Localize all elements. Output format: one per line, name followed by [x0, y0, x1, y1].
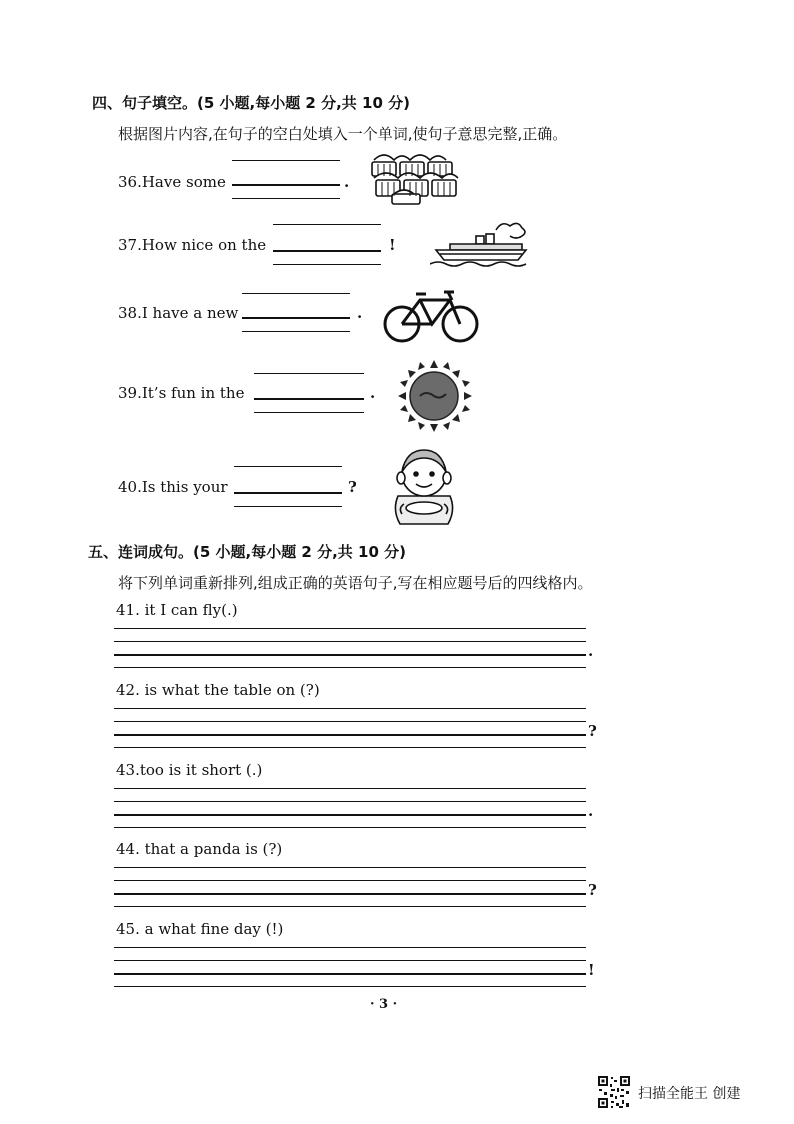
four-line-45-1 [114, 947, 586, 948]
four-line-42-1 [114, 708, 586, 709]
end-punct-41: . [588, 642, 594, 660]
four-line-42-3[interactable] [114, 734, 586, 736]
question-41: 41. it I can fly(.) [116, 601, 238, 619]
four-line-43-3[interactable] [114, 814, 586, 816]
four-line-45-4 [114, 986, 586, 987]
four-line-44-2 [114, 880, 586, 881]
answer-line-36-bottom [232, 198, 340, 199]
answer-line-38-bottom [242, 331, 350, 332]
four-line-45-2 [114, 960, 586, 961]
question-42: 42. is what the table on (?) [116, 681, 320, 699]
qr-code-icon [597, 1075, 631, 1109]
answer-line-38-top [242, 293, 350, 294]
cupcakes-icon [368, 150, 462, 206]
answer-line-36-top [232, 160, 340, 161]
question-45: 45. a what fine day (!) [116, 920, 284, 938]
four-line-45-3[interactable] [114, 973, 586, 975]
four-line-42-2 [114, 721, 586, 722]
answer-line-38-base[interactable] [242, 317, 350, 319]
end-punct-44: ? [588, 881, 597, 899]
answer-line-37-bottom [273, 264, 381, 265]
four-line-44-3[interactable] [114, 893, 586, 895]
page-number: · 3 · [370, 997, 398, 1012]
four-line-44-1 [114, 867, 586, 868]
answer-line-37-base[interactable] [273, 250, 381, 252]
answer-line-39-top [254, 373, 364, 374]
answer-line-37-top [273, 224, 381, 225]
bicycle-icon [382, 286, 480, 344]
question-43: 43.too is it short (.) [116, 761, 263, 779]
boy-icon [384, 446, 464, 530]
answer-line-39-bottom [254, 412, 364, 413]
end-punct-37: ! [389, 236, 396, 254]
section5-instruction: 将下列单词重新排列,组成正确的英语句子,写在相应题号后的四线格内。 [118, 574, 593, 592]
four-line-41-2 [114, 641, 586, 642]
question-38: 38.I have a new [118, 304, 239, 322]
answer-line-40-base[interactable] [234, 492, 342, 494]
end-punct-42: ? [588, 722, 597, 740]
answer-line-40-bottom [234, 506, 342, 507]
four-line-43-1 [114, 788, 586, 789]
section4-instruction: 根据图片内容,在句子的空白处填入一个单词,使句子意思完整,正确。 [118, 125, 568, 143]
question-44: 44. that a panda is (?) [116, 840, 283, 858]
end-punct-40: ? [348, 478, 357, 496]
four-line-42-4 [114, 747, 586, 748]
answer-line-36-base[interactable] [232, 184, 340, 186]
ship-icon [430, 218, 530, 270]
end-punct-45: ! [588, 961, 595, 979]
question-40: 40.Is this your [118, 478, 228, 496]
four-line-44-4 [114, 906, 586, 907]
sun-icon [394, 356, 476, 436]
end-punct-36: . [344, 173, 350, 191]
four-line-41-4 [114, 667, 586, 668]
watermark-text: 扫描全能王 创建 [638, 1086, 741, 1102]
four-line-41-1 [114, 628, 586, 629]
question-39: 39.It’s fun in the [118, 384, 245, 402]
question-36: 36.Have some [118, 173, 226, 191]
section4-heading: 四、句子填空。(5 小题,每小题 2 分,共 10 分) [92, 94, 410, 112]
four-line-43-2 [114, 801, 586, 802]
section5-heading: 五、连词成句。(5 小题,每小题 2 分,共 10 分) [88, 543, 406, 561]
answer-line-40-top [234, 466, 342, 467]
end-punct-39: . [370, 384, 376, 402]
four-line-43-4 [114, 827, 586, 828]
four-line-41-3[interactable] [114, 654, 586, 656]
question-37: 37.How nice on the [118, 236, 267, 254]
answer-line-39-base[interactable] [254, 398, 364, 400]
end-punct-38: . [357, 304, 363, 322]
end-punct-43: . [588, 802, 594, 820]
